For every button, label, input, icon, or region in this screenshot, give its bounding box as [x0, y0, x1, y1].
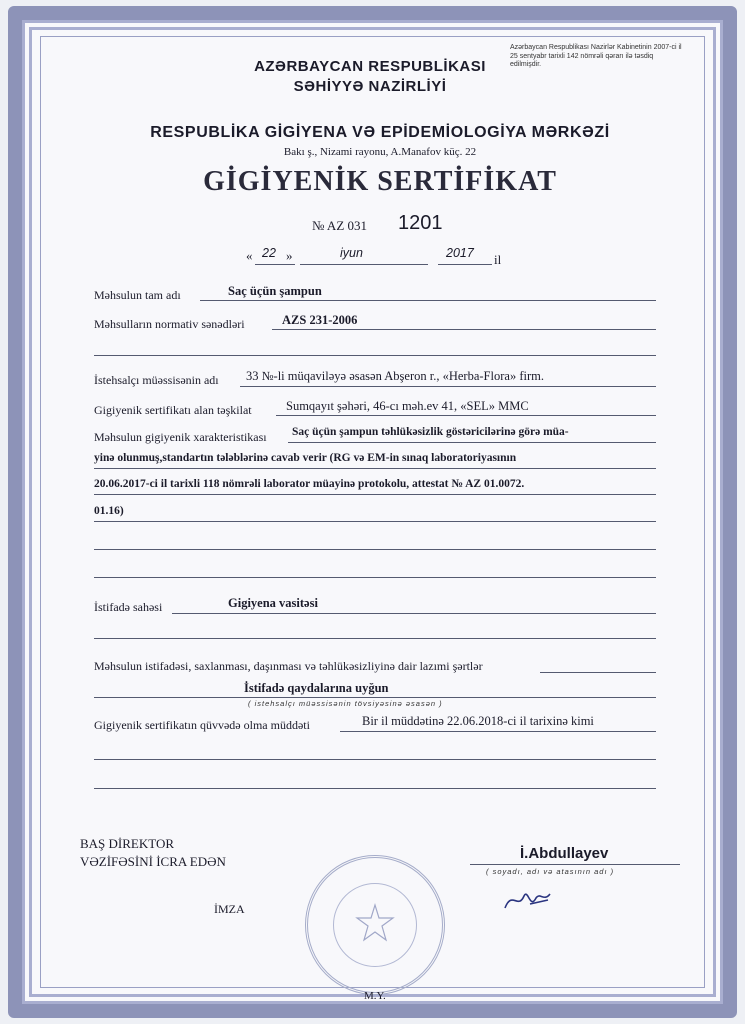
my-label: M.Y.: [364, 990, 386, 1002]
director-title-1: BAŞ DİREKTOR: [80, 836, 175, 851]
field-line: [94, 468, 656, 469]
field-line: [94, 494, 656, 495]
date-month: iyun: [340, 246, 363, 260]
director-title-2: VƏZİFƏSİNİ İCRA EDƏN: [80, 854, 226, 869]
blank-line: [94, 759, 656, 760]
field-line: [172, 613, 656, 614]
blank-line: [94, 549, 656, 550]
characteristics-line-4: 01.16): [94, 505, 124, 517]
manufacturer-label: İstehsalçı müəssisənin adı: [94, 373, 219, 387]
field-line: [94, 697, 656, 698]
normative-value: AZS 231-2006: [282, 313, 358, 327]
normative-label: Məhsulların normativ sənədləri: [94, 317, 245, 331]
approval-note: Azərbaycan Respublikası Nazirlər Kabinetinin 2007-ci il 25 sentyabr tarixli 142 nömrəli qərarı ilə təsdiq edilmişdir.: [510, 44, 682, 68]
field-line: [288, 442, 656, 443]
blank-line: [94, 638, 656, 639]
center-name: RESPUBLİKA GİGİYENA VƏ EPİDEMİOLOGİYA MƏRKƏZİ: [150, 124, 610, 141]
ministry-line-2: SƏHİYYƏ NAZİRLİYİ: [293, 78, 447, 95]
usage-area-label: İstifadə sahəsi: [94, 600, 163, 614]
field-line: [94, 521, 656, 522]
date-month-line: [300, 264, 428, 265]
recipient-label: Gigiyenik sertifikatı alan təşkilat: [94, 403, 252, 417]
date-suffix: il: [494, 252, 502, 267]
manufacturer-value: 33 №-li müqaviləyə əsasən Abşeron r., «Herba-Flora» firm.: [246, 369, 544, 383]
conditions-note: ( istehsalçı müəssisənin tövsiyəsinə əsasən ): [248, 699, 443, 708]
field-line: [340, 731, 656, 732]
conditions-label: Məhsulun istifadəsi, saxlanması, daşınması və təhlükəsizliyinə dair lazımi şərtlər: [94, 659, 483, 673]
number-prefix: № AZ 031: [312, 218, 368, 233]
field-line: [276, 415, 656, 416]
certificate-number: 1201: [398, 212, 443, 234]
validity-value: Bir il müddətinə 22.06.2018-ci il tarixinə kimi: [362, 714, 594, 728]
date-day: 22: [262, 246, 276, 260]
blank-line: [94, 355, 656, 356]
field-line: [272, 329, 656, 330]
conditions-value: İstifadə qaydalarına uyğun: [244, 681, 389, 695]
date-open-quote: «: [246, 248, 253, 263]
characteristics-line-1: Saç üçün şampun təhlükəsizlik göstəricilərinə görə müa-: [292, 426, 569, 438]
product-name-label: Məhsulun tam adı: [94, 288, 181, 302]
handwritten-signature: [500, 880, 560, 920]
certificate-title: GİGİYENİK SERTİFİKAT: [203, 166, 557, 197]
date-close-quote: »: [286, 248, 293, 263]
blank-line: [94, 577, 656, 578]
field-line: [200, 300, 656, 301]
address: Bakı ş., Nizami rayonu, A.Manafov küç. 22: [283, 146, 477, 158]
characteristics-label: Məhsulun gigiyenik xarakteristikası: [94, 430, 267, 444]
ministry-line-1: AZƏRBAYCAN RESPUBLİKASI: [254, 58, 486, 75]
imza-label: İMZA: [214, 902, 245, 916]
characteristics-line-2: yinə olunmuş,standartın tələblərinə cavab verir (RG və EM-in sınaq laboratoriyasının: [94, 452, 517, 464]
product-name-value: Saç üçün şampun: [228, 284, 322, 298]
date-day-line: [255, 264, 295, 265]
date-year: 2017: [446, 246, 474, 260]
signatory-name: İ.Abdullayev: [520, 845, 609, 862]
validity-label: Gigiyenik sertifikatın qüvvədə olma müddəti: [94, 718, 310, 732]
blank-line: [94, 788, 656, 789]
characteristics-line-3: 20.06.2017-ci il tarixli 118 nömrəli laborator müayinə protokolu, attestat № AZ 01.0072.: [94, 478, 525, 490]
field-line: [240, 386, 656, 387]
name-line: [470, 864, 680, 865]
recipient-value: Sumqayıt şəhəri, 46-cı məh.ev 41, «SEL» MMC: [286, 399, 529, 413]
date-year-line: [438, 264, 492, 265]
name-note: ( soyadı, adı və atasının adı ): [486, 867, 615, 876]
usage-area-value: Gigiyena vasitəsi: [228, 596, 318, 610]
field-line: [540, 672, 656, 673]
seal-star-icon: [354, 902, 396, 944]
